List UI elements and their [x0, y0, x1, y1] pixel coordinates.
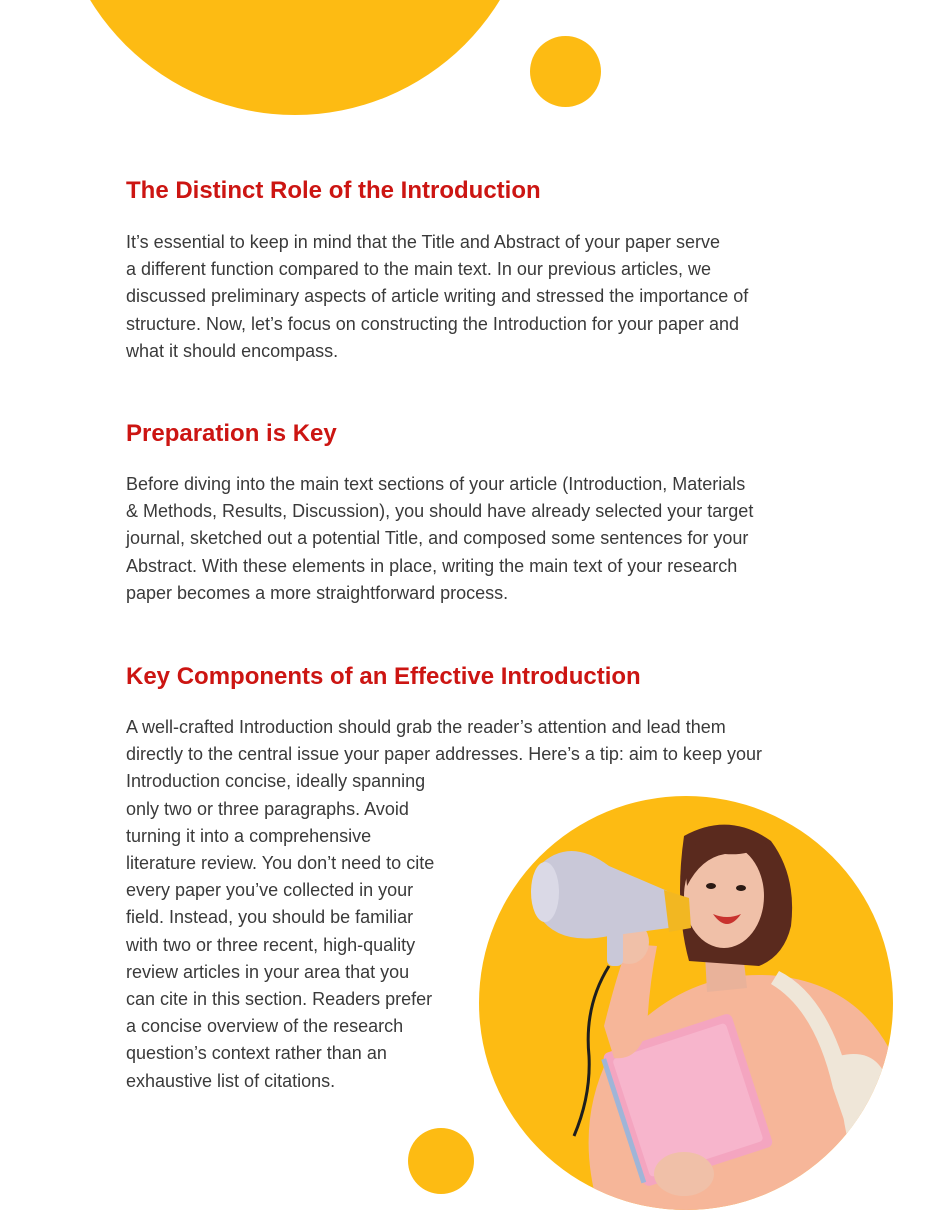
paragraph-line: question’s context rather than an	[126, 1043, 387, 1064]
paragraph-line: a different function compared to the main text. In our previous articles, we	[126, 259, 711, 280]
paragraph-line: A well-crafted Introduction should grab the reader’s attention and lead them	[126, 717, 726, 737]
paragraph-line: Introduction concise, ideally spanning	[126, 771, 426, 792]
paragraph-line: directly to the central issue your paper addresses. Here’s a tip: aim to keep your	[126, 744, 762, 765]
paragraph-line: discussed preliminary aspects of article writing and stressed the importance of	[126, 286, 749, 307]
paragraph-line: with two or three recent, high-quality	[126, 934, 416, 955]
paragraph-line: It’s essential to keep in mind that the Title and Abstract of your paper serve	[126, 232, 720, 252]
paragraph-line: & Methods, Results, Discussion), you should have already selected your target	[126, 501, 754, 522]
section-paragraph-distinct-role	[126, 229, 748, 365]
paragraph-line: only two or three paragraphs. Avoid	[126, 798, 409, 819]
decorative-circle-small-top	[530, 36, 601, 107]
paragraph-line: what it should encompass.	[126, 340, 339, 361]
section-heading-preparation: Preparation is Key	[126, 420, 337, 447]
paragraph-line: paper becomes a more straightforward process.	[126, 582, 509, 603]
paragraph-line: structure. Now, let’s focus on constructing the Introduction for your paper and	[126, 313, 740, 334]
section-heading-key-components: Key Components of an Effective Introduction	[126, 663, 641, 690]
backpack-shape	[839, 1054, 893, 1176]
paragraph-line: turning it into a comprehensive	[126, 825, 372, 846]
decorative-circle-large	[55, 0, 535, 115]
paragraph-line: Abstract. With these elements in place, writing the main text of your research	[126, 555, 738, 576]
megaphone-body	[539, 851, 684, 939]
paragraph-line: journal, sketched out a potential Title, and composed some sentences for your	[126, 528, 749, 549]
paragraph-line: Before diving into the main text sections of your article (Introduction, Materials	[126, 474, 746, 494]
paragraph-line: exhaustive list of citations.	[126, 1070, 336, 1091]
section-paragraph-preparation	[126, 471, 753, 607]
megaphone-handle	[607, 926, 623, 966]
eye-right	[736, 885, 746, 891]
megaphone-woman-illustration	[479, 796, 893, 1210]
hand-bottom	[654, 1152, 714, 1196]
paragraph-line: can cite in this section. Readers prefer	[126, 989, 433, 1010]
section-heading-distinct-role: The Distinct Role of the Introduction	[126, 177, 541, 204]
paragraph-line: every paper you’ve collected in your	[126, 880, 414, 901]
eye-left	[706, 883, 716, 889]
paragraph-line: field. Instead, you should be familiar	[126, 907, 414, 928]
megaphone-mouth	[531, 862, 559, 922]
paragraph-line: literature review. You don’t need to cite	[126, 853, 435, 874]
paragraph-line: a concise overview of the research	[126, 1016, 404, 1037]
woman-with-megaphone-photo	[479, 796, 893, 1210]
paragraph-line: review articles in your area that you	[126, 961, 410, 982]
decorative-circle-small-bottom	[408, 1128, 474, 1194]
